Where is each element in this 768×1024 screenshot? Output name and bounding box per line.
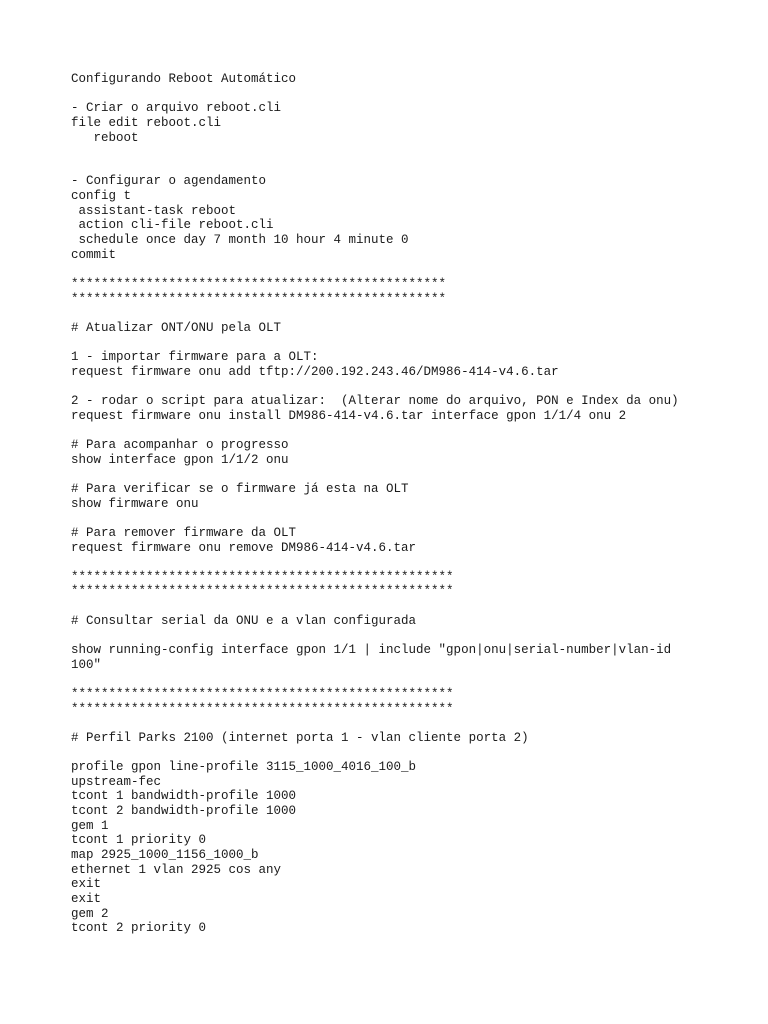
- document-line: map 2925_1000_1156_1000_b: [71, 847, 259, 862]
- document-line: [71, 336, 731, 351]
- document-line: exit: [71, 877, 102, 892]
- document-line: [71, 599, 731, 614]
- document-line: [71, 467, 731, 482]
- document-line: [71, 555, 731, 570]
- document-line: file edit reboot.cli: [71, 115, 222, 130]
- document-line: [71, 716, 731, 731]
- document-line: ***************************************************: [71, 686, 454, 701]
- document-line: ethernet 1 vlan 2925 cos any: [71, 862, 282, 877]
- document-line: 100": [71, 657, 102, 672]
- document-line: [71, 423, 731, 438]
- document-line: [71, 306, 731, 321]
- document-line: show interface gpon 1/1/2 onu: [71, 452, 289, 467]
- document-line: [71, 745, 731, 760]
- document-line: [71, 145, 731, 160]
- document-line: show running-config interface gpon 1/1 | include "gpon|onu|serial-number|vlan-id: [71, 642, 672, 657]
- document-line: ***************************************************: [71, 584, 454, 599]
- document-line: ***************************************************: [71, 569, 454, 584]
- document-line: # Para acompanhar o progresso: [71, 438, 289, 453]
- document-line: request firmware onu install DM986-414-v4.6.tar interface gpon 1/1/4 onu 2: [71, 408, 627, 423]
- document-line: - Configurar o agendamento: [71, 174, 267, 189]
- document-line: Configurando Reboot Automático: [71, 72, 297, 86]
- document-line: assistant-task reboot: [71, 203, 237, 218]
- document-line: # Para verificar se o firmware já esta na OLT: [71, 481, 409, 496]
- document-line: upstream-fec: [71, 774, 162, 789]
- document-line: [71, 262, 731, 277]
- document-line: # Para remover firmware da OLT: [71, 525, 297, 540]
- document-line: **************************************************: [71, 291, 447, 306]
- document-line: [71, 379, 731, 394]
- document-body: [71, 72, 731, 936]
- document-line: - Criar o arquivo reboot.cli: [71, 101, 282, 116]
- document-line: **************************************************: [71, 276, 447, 291]
- document-line: request firmware onu add tftp://200.192.243.46/DM986-414-v4.6.tar: [71, 364, 559, 379]
- document-line: ***************************************************: [71, 701, 454, 716]
- document-line: [71, 160, 731, 175]
- document-line: [71, 628, 731, 643]
- document-line: tcont 1 bandwidth-profile 1000: [71, 789, 297, 804]
- document-line: [71, 511, 731, 526]
- document-line: show firmware onu: [71, 496, 199, 511]
- document-line: config t: [71, 189, 132, 204]
- document-line: 2 - rodar o script para atualizar: (Alterar nome do arquivo, PON e Index da onu): [71, 394, 679, 409]
- document-line: reboot: [71, 130, 139, 145]
- document-line: exit: [71, 891, 102, 906]
- document-line: commit: [71, 247, 117, 262]
- document-line: # Consultar serial da ONU e a vlan configurada: [71, 613, 417, 628]
- document-line: 1 - importar firmware para a OLT:: [71, 350, 319, 365]
- document-line: [71, 672, 731, 687]
- document-line: request firmware onu remove DM986-414-v4.6.tar: [71, 540, 417, 555]
- document-line: [71, 87, 731, 102]
- document-line: schedule once day 7 month 10 hour 4 minute 0: [71, 233, 409, 248]
- document-line: # Atualizar ONT/ONU pela OLT: [71, 320, 282, 335]
- document-line: gem 1: [71, 818, 109, 833]
- document-line: tcont 1 priority 0: [71, 833, 207, 848]
- document-line: tcont 2 bandwidth-profile 1000: [71, 804, 297, 819]
- document-line: action cli-file reboot.cli: [71, 218, 274, 233]
- document-line: profile gpon line-profile 3115_1000_4016_100_b: [71, 760, 417, 775]
- document-line: tcont 2 priority 0: [71, 921, 207, 936]
- document-line: # Perfil Parks 2100 (internet porta 1 - vlan cliente porta 2): [71, 730, 529, 745]
- document-line: gem 2: [71, 906, 109, 921]
